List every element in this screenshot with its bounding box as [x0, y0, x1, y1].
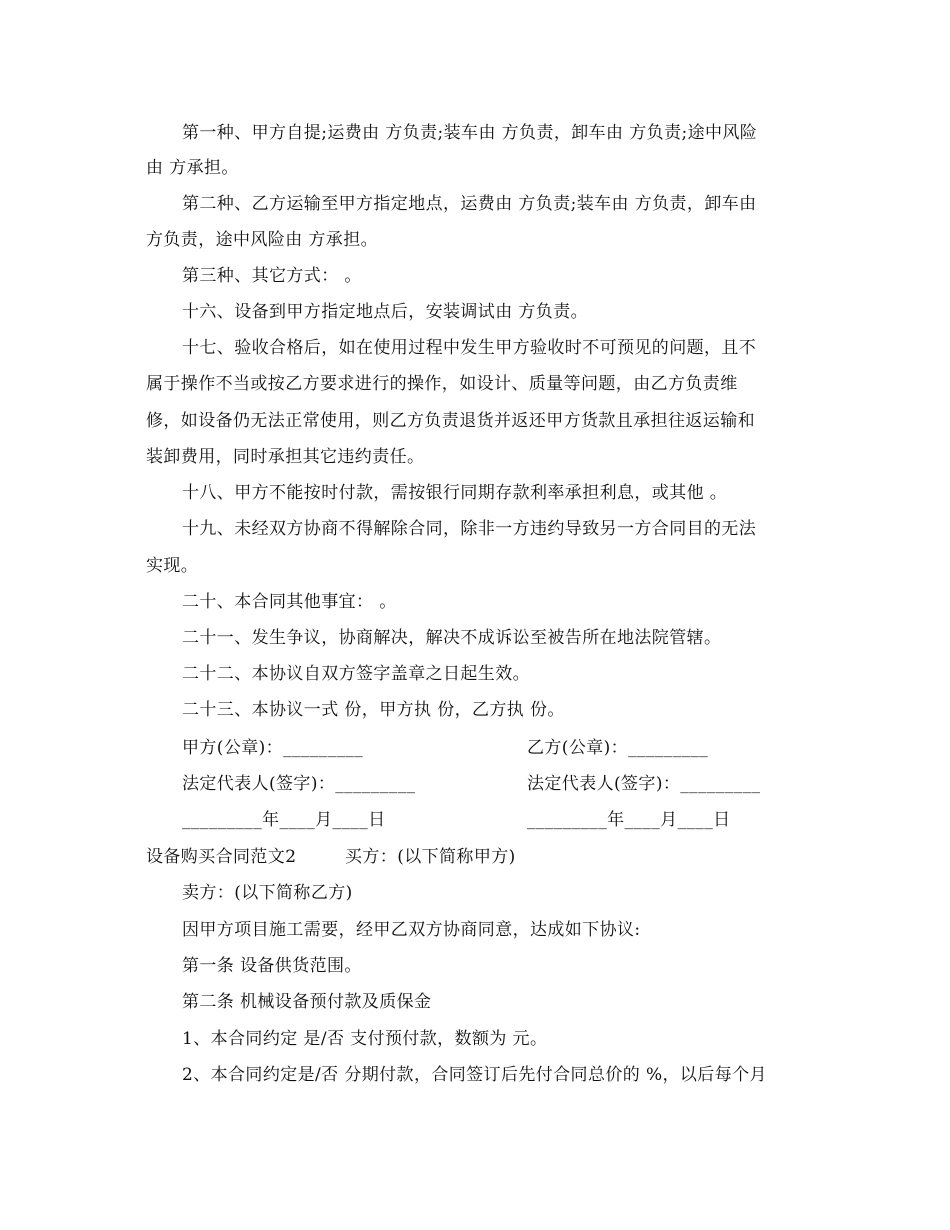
paragraph-line: 十六、设备到甲方指定地点后，安装调试由 方负责。	[182, 302, 589, 322]
paragraph-line: 十九、未经双方协商不得解除合同，除非一方违约导致另一方合同目的无法	[182, 519, 757, 539]
party-b-representative-line: 法定代表人(签字)：_________	[527, 774, 761, 794]
paragraph-line: 属于操作不当或按乙方要求进行的操作，如设计、质量等问题，由乙方负责维	[146, 374, 738, 394]
paragraph-line: 二十二、本协议自双方签字盖章之日起生效。	[182, 664, 530, 684]
intro-line: 因甲方项目施工需要，经甲乙双方协商同意，达成如下协议:	[182, 920, 641, 940]
paragraph-line: 方负责，途中风险由 方承担。	[146, 230, 379, 250]
paragraph-line: 修，如设备仍无法正常使用，则乙方负责退货并返还甲方货款且承担往返运输和	[146, 411, 755, 431]
paragraph-line: 第二种、乙方运输至甲方指定地点，运费由 方负责;装车由 方负责，卸车由	[182, 194, 757, 214]
party-a-representative-line: 法定代表人(签字)：_________	[182, 774, 416, 794]
paragraph-line: 十八、甲方不能按时付款，需按银行同期存款利率承担利息，或其他 。	[182, 483, 728, 503]
contract-title: 设备购买合同范文2	[146, 847, 297, 867]
paragraph-line: 二十一、发生争议，协商解决，解决不成诉讼至被告所在地法院管辖。	[182, 628, 722, 648]
paragraph-line: 二十三、本协议一式 份，甲方执 份，乙方执 份。	[182, 700, 565, 720]
clause-item: 2、本合同约定是/否 分期付款，合同签订后先付合同总价的 %，以后每个月	[182, 1065, 767, 1085]
party-a-seal-line: 甲方(公章)：_________	[182, 738, 364, 758]
seller-line: 卖方：(以下简称乙方)	[182, 883, 353, 903]
paragraph-line: 装卸费用，同时承担其它违约责任。	[146, 447, 425, 467]
paragraph-line: 由 方承担。	[146, 158, 239, 178]
party-a-date-line: _________年____月____日	[182, 810, 386, 830]
paragraph-line: 实现。	[146, 556, 199, 576]
paragraph-line: 二十、本合同其他事宜： 。	[182, 592, 397, 612]
party-b-date-line: _________年____月____日	[527, 810, 731, 830]
buyer-line: 买方：(以下简称甲方)	[345, 847, 516, 867]
article-2-heading: 第二条 机械设备预付款及质保金	[182, 992, 432, 1012]
paragraph-line: 第三种、其它方式： 。	[182, 266, 362, 286]
paragraph-line: 十七、验收合格后，如在使用过程中发生甲方验收时不可预见的问题，且不	[182, 338, 757, 358]
article-1-heading: 第一条 设备供货范围。	[182, 956, 362, 976]
clause-item: 1、本合同约定 是/否 支付预付款，数额为 元。	[182, 1029, 548, 1049]
paragraph-line: 第一种、甲方自提;运费由 方负责;装车由 方负责，卸车由 方负责;途中风险	[182, 123, 758, 143]
party-b-seal-line: 乙方(公章)：_________	[527, 738, 709, 758]
